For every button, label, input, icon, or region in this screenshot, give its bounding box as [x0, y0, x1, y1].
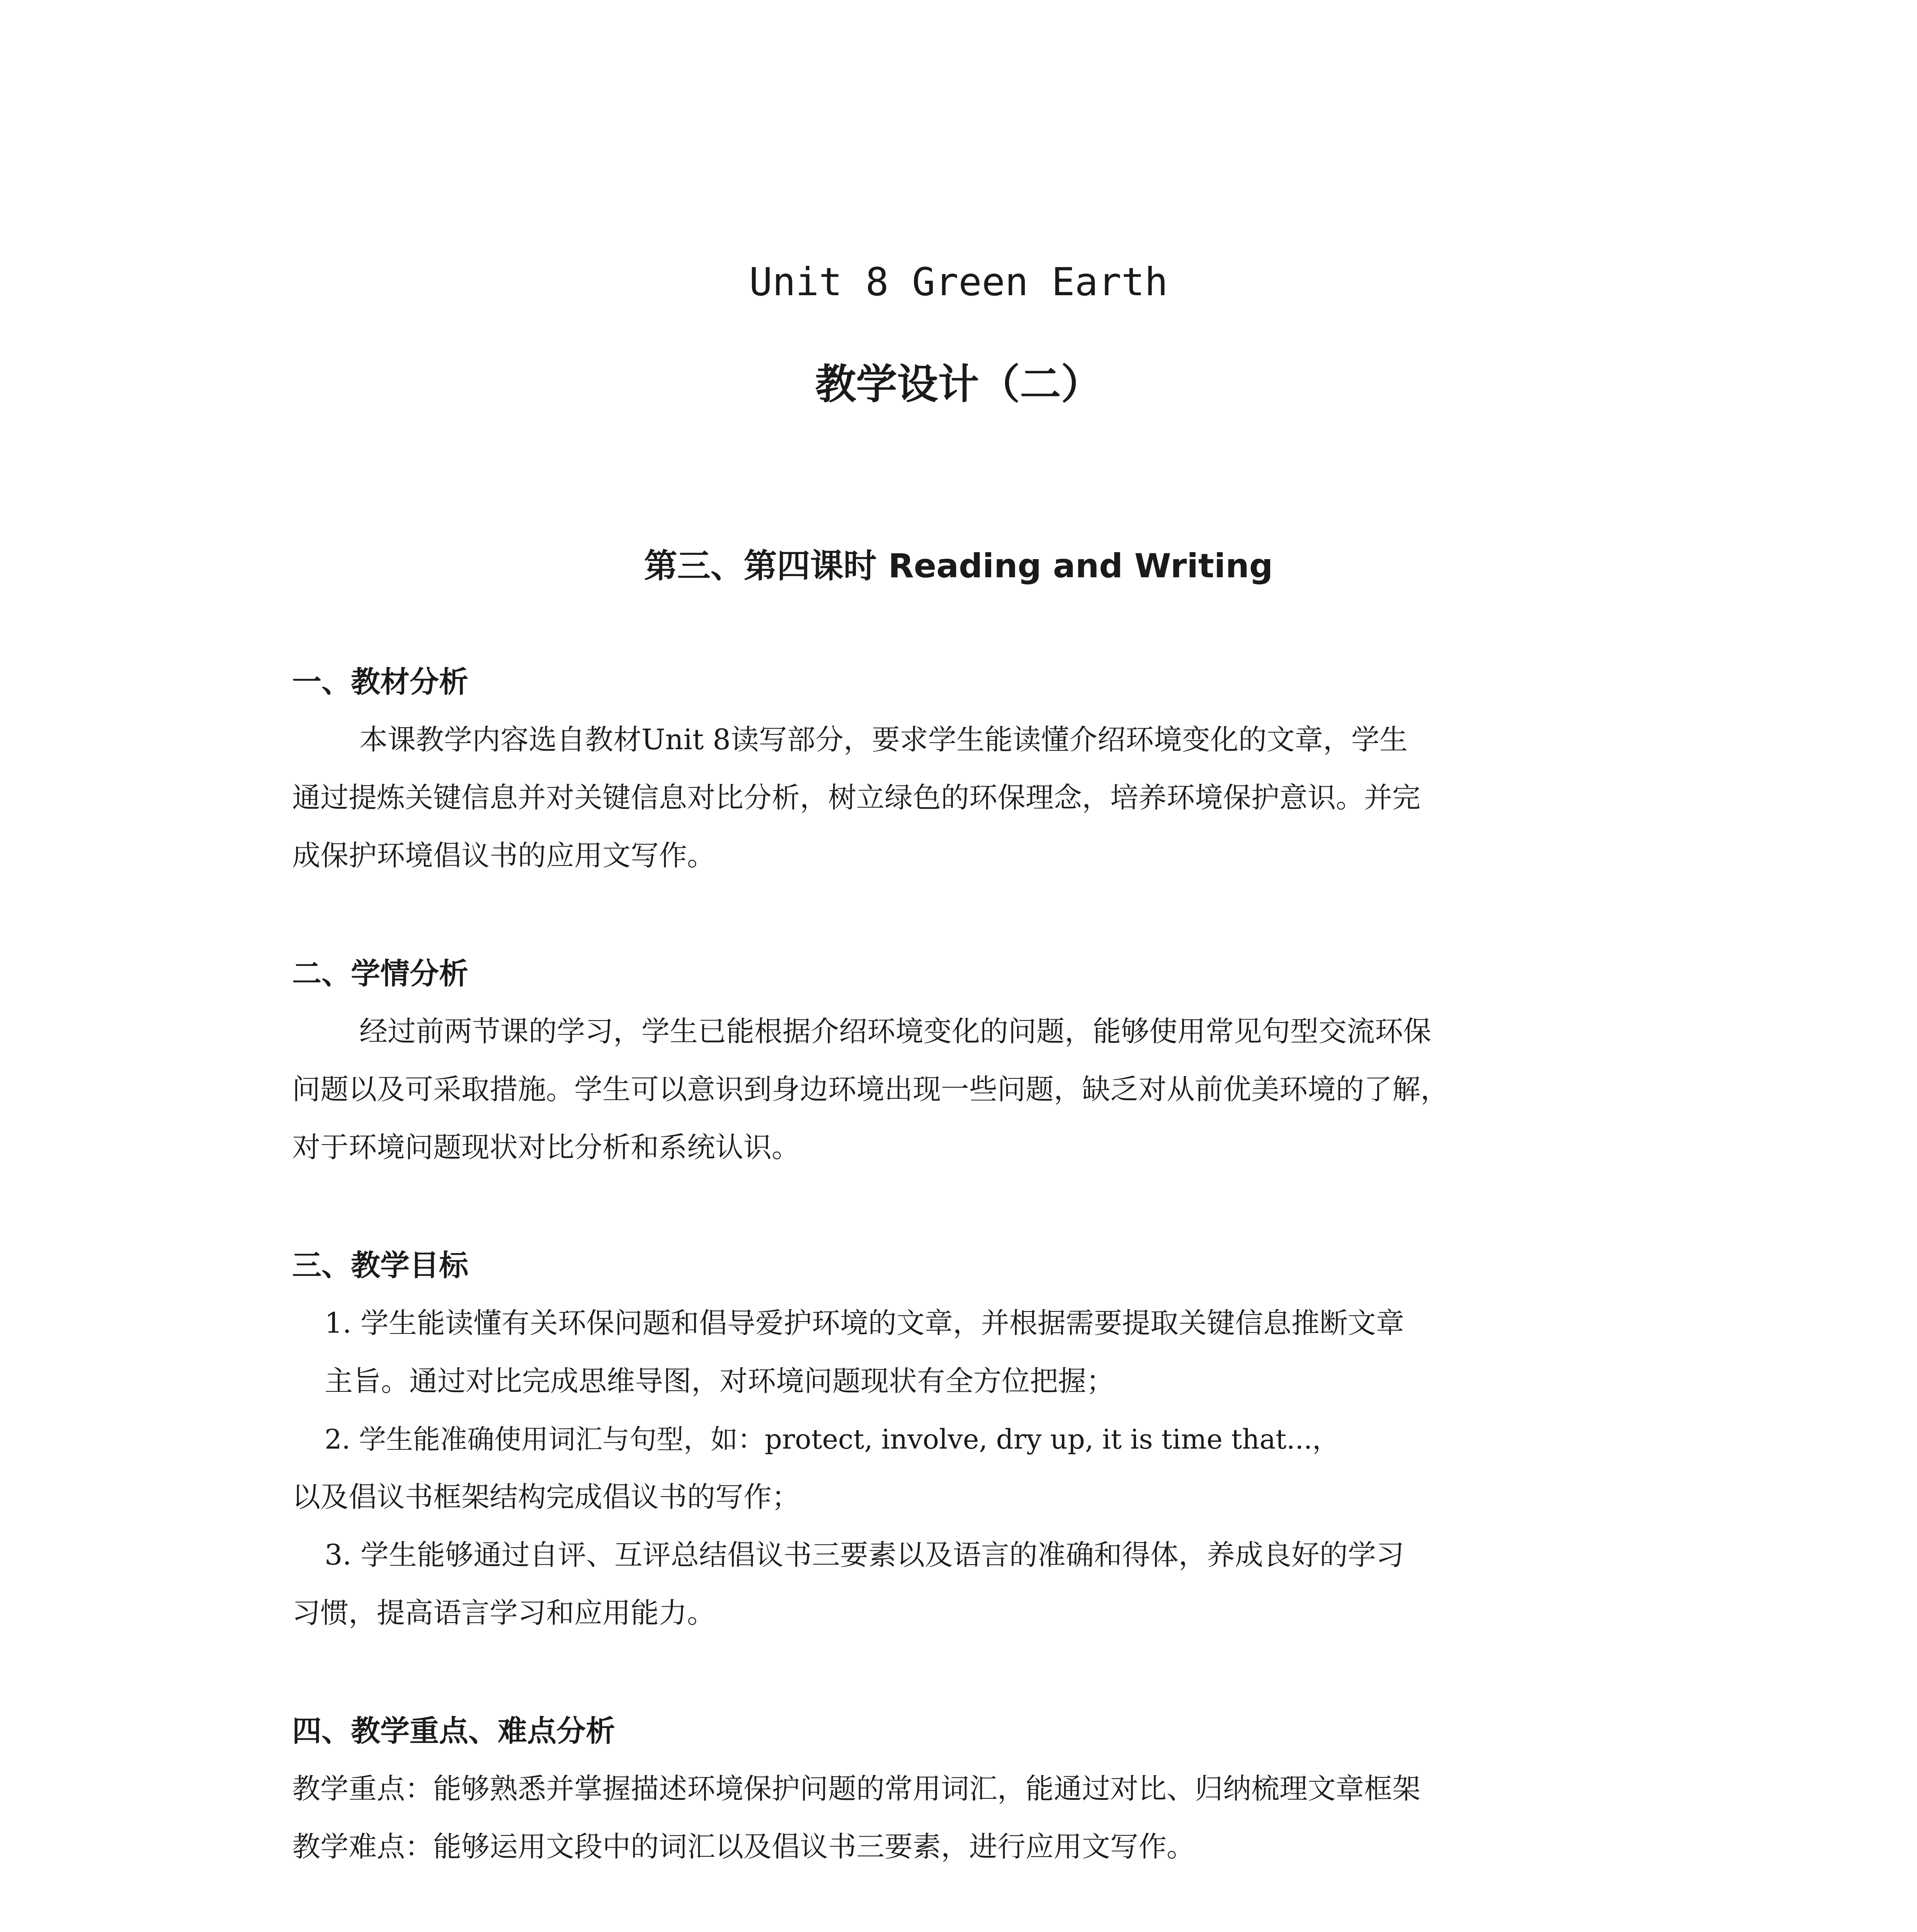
section-heading-objectives: 三、教学目标 — [292, 1248, 468, 1282]
objective-line: 3. 学生能够通过自评、互评总结倡议书三要素以及语言的准确和得体，养成良好的学习 — [325, 1539, 1404, 1571]
difficulty-line: 教学难点：能够运用文段中的词汇以及倡议书三要素，进行应用文写作。 — [292, 1830, 1195, 1863]
objective-line: 主旨。通过对比完成思维导图，对环境问题现状有全方位把握； — [325, 1365, 1114, 1398]
paragraph-line: 成保护环境倡议书的应用文写作。 — [292, 839, 715, 872]
objective-line: 2. 学生能准确使用词汇与句型，如：protect, involve, dry up, it is time that...， — [325, 1423, 1340, 1455]
document-title: Unit 8 Green Earth — [749, 259, 1168, 304]
objective-line: 习惯，提高语言学习和应用能力。 — [292, 1597, 715, 1629]
paragraph-line: 问题以及可采取措施。学生可以意识到身边环境出现一些问题，缺乏对从前优美环境的了解， — [292, 1073, 1449, 1106]
section-heading-key-points: 四、教学重点、难点分析 — [292, 1714, 615, 1748]
section-heading-students: 二、学情分析 — [292, 956, 468, 991]
objective-line: 1. 学生能读懂有关环保问题和倡导爱护环境的文章，并根据需要提取关键信息推断文章 — [325, 1307, 1404, 1340]
paragraph-line: 本课教学内容选自教材Unit 8读写部分，要求学生能读懂介绍环境变化的文章，学生 — [359, 723, 1408, 756]
lesson-title: 第三、第四课时 Reading and Writing — [644, 547, 1273, 585]
document-subtitle: 教学设计（二） — [815, 361, 1102, 408]
paragraph-line: 通过提炼关键信息并对关键信息对比分析，树立绿色的环保理念，培养环境保护意识。并完 — [292, 781, 1420, 814]
key-point-line: 教学重点：能够熟悉并掌握描述环境保护问题的常用词汇，能通过对比、归纳梳理文章框架 — [292, 1772, 1420, 1805]
section-heading-materials: 一、教材分析 — [292, 665, 468, 699]
paragraph-line: 经过前两节课的学习，学生已能根据介绍环境变化的问题，能够使用常见句型交流环保 — [359, 1015, 1431, 1048]
paragraph-line: 对于环境问题现状对比分析和系统认识。 — [292, 1131, 800, 1164]
objective-line: 以及倡议书框架结构完成倡议书的写作； — [292, 1481, 800, 1514]
